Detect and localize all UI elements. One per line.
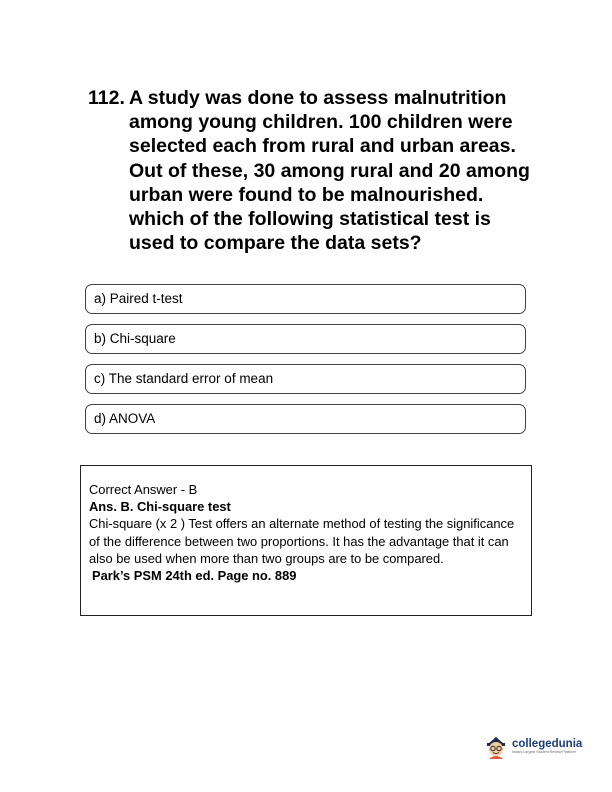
correct-answer: Correct Answer - B bbox=[89, 482, 198, 497]
option-c[interactable]: c) The standard error of mean bbox=[85, 364, 526, 394]
mascot-icon bbox=[483, 734, 509, 760]
question-block bbox=[88, 86, 538, 255]
answer-explanation: Chi-square (x 2 ) Test offers an alternate method of testing the significance of the difference between two proportions. It has the advantage that it can also be used when more than two groups are to be compared. bbox=[89, 516, 515, 566]
answer-box bbox=[80, 465, 532, 616]
option-b[interactable]: b) Chi-square bbox=[85, 324, 526, 354]
option-d[interactable]: d) ANOVA bbox=[85, 404, 526, 434]
collegedunia-logo bbox=[483, 732, 593, 762]
logo-tagline: India's Largest Student Review Platform bbox=[512, 750, 576, 755]
option-a[interactable]: a) Paired t-test bbox=[85, 284, 526, 314]
question-text: A study was done to assess malnutrition among young children. 100 children were selected each from rural and urban areas. Out of these, 30 among rural and 20 among urban were found to be malnourished. which of the following statistical test is used to compare the data sets? bbox=[129, 87, 530, 255]
question-number: 112. bbox=[88, 87, 125, 109]
options-list bbox=[85, 284, 526, 444]
answer-reference: Park’s PSM 24th ed. Page no. 889 bbox=[92, 568, 297, 584]
answer-title: Ans. B. Chi-square test bbox=[89, 499, 231, 515]
logo-name: collegedunia bbox=[512, 737, 583, 750]
